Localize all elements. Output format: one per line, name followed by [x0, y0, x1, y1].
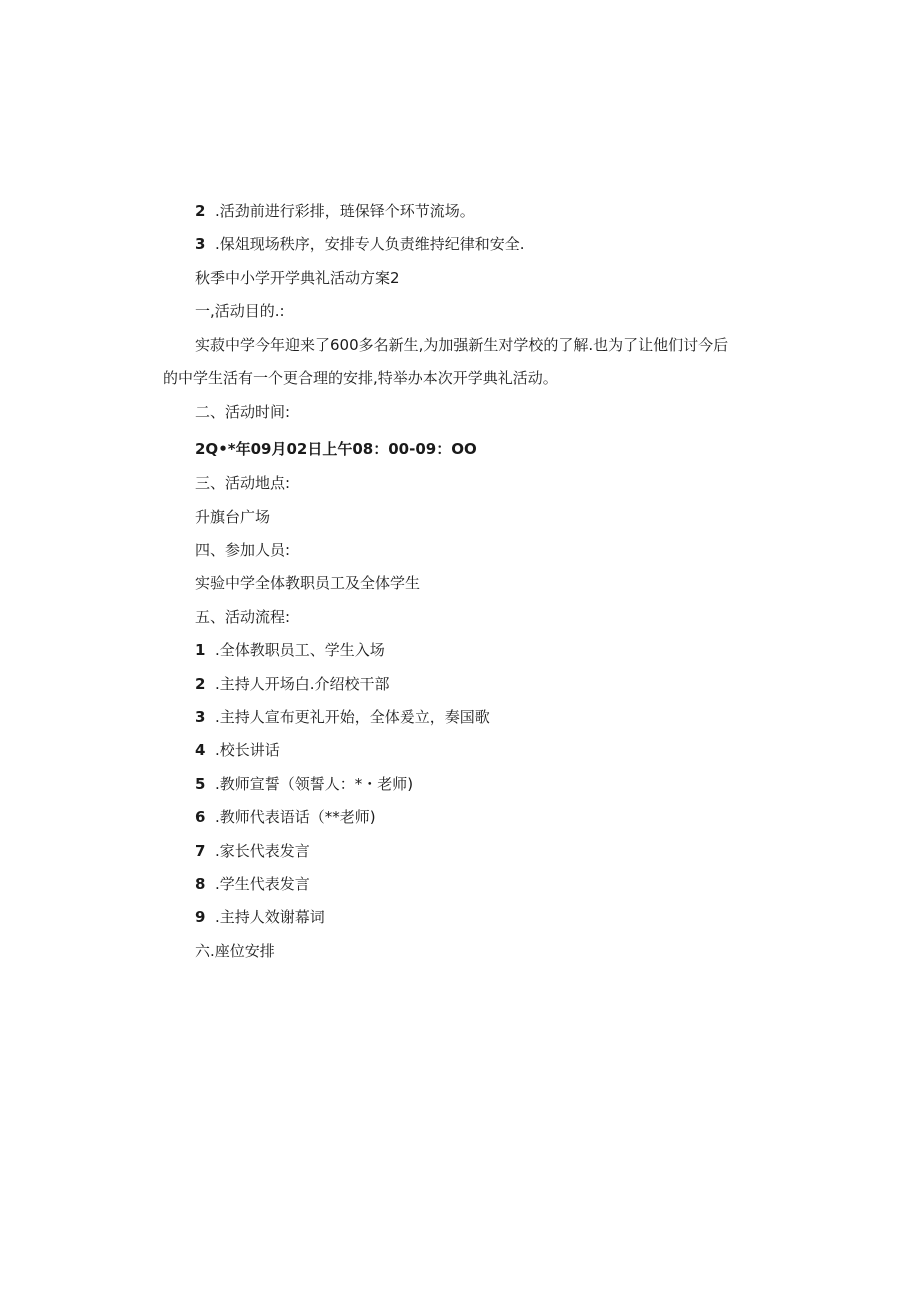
- top-item-number: 3: [195, 235, 206, 253]
- flow-item-number: 6: [195, 808, 206, 826]
- purpose-paragraph-line-2: 的中学生活有一个更合理的安排,特举办本次开学典礼活动。: [163, 369, 558, 387]
- flow-item-1: [195, 640, 385, 660]
- flow-item-text: .主持人效谢幕词: [215, 908, 325, 926]
- flow-item-6: [195, 807, 376, 827]
- flow-item-4: [195, 740, 280, 760]
- flow-item-8: [195, 874, 310, 894]
- flow-item-number: 8: [195, 875, 206, 893]
- flow-item-text: .主持人开场白.介绍校干部: [215, 675, 390, 693]
- flow-item-5: [195, 774, 413, 794]
- flow-item-9: [195, 907, 325, 927]
- flow-item-number: 7: [195, 842, 206, 860]
- flow-item-text: .家长代表发言: [215, 842, 310, 860]
- flow-item-text: .教师代表语话（**老师): [215, 808, 376, 826]
- flow-item-number: 9: [195, 908, 206, 926]
- top-item-3: [195, 234, 525, 254]
- time-value: 2Q•*年09月02日上午08：00-09：OO: [195, 440, 477, 458]
- flow-item-number: 3: [195, 708, 206, 726]
- flow-item-text: .主持人宣布更礼开始，全体爰立，奏国歌: [215, 708, 490, 726]
- flow-item-text: .教师宣誓（领誓人：*・老师): [215, 775, 414, 793]
- flow-item-text: .全体教职员工、学生入场: [215, 641, 385, 659]
- flow-item-number: 4: [195, 741, 206, 759]
- flow-item-number: 2: [195, 675, 206, 693]
- people-value: 实验中学全体教职员工及全体学生: [195, 574, 421, 592]
- purpose-heading: 一,活动目的.:: [195, 302, 285, 320]
- time-heading: 二、活动时间:: [195, 403, 291, 421]
- top-item-number: 2: [195, 202, 206, 220]
- place-value: 升旗台广场: [195, 508, 271, 526]
- place-heading: 三、活动地点:: [195, 474, 291, 492]
- flow-item-number: 5: [195, 775, 206, 793]
- flow-item-7: [195, 841, 310, 861]
- plan-title: 秋季中小学开学典礼活动方案2: [195, 269, 400, 287]
- top-item-2: [195, 201, 475, 221]
- top-item-text: .保俎现场秩序，安排专人负责维持纪律和安全.: [215, 235, 525, 253]
- flow-item-number: 1: [195, 641, 206, 659]
- flow-item-2: [195, 674, 390, 694]
- seating-heading: 六.座位安排: [195, 942, 275, 960]
- purpose-paragraph-line-1: 实菽中学今年迎来了600多名新生,为加强新生对学校的了解.也为了让他们讨今后: [195, 336, 729, 354]
- flow-item-text: .学生代表发言: [215, 875, 310, 893]
- flow-item-3: [195, 707, 490, 727]
- top-item-text: .活劲前进行彩排，琏保铎个环节流场。: [215, 202, 475, 220]
- people-heading: 四、参加人员:: [195, 541, 291, 559]
- flow-heading: 五、活动流程:: [195, 608, 291, 626]
- flow-item-text: .校长讲话: [215, 741, 280, 759]
